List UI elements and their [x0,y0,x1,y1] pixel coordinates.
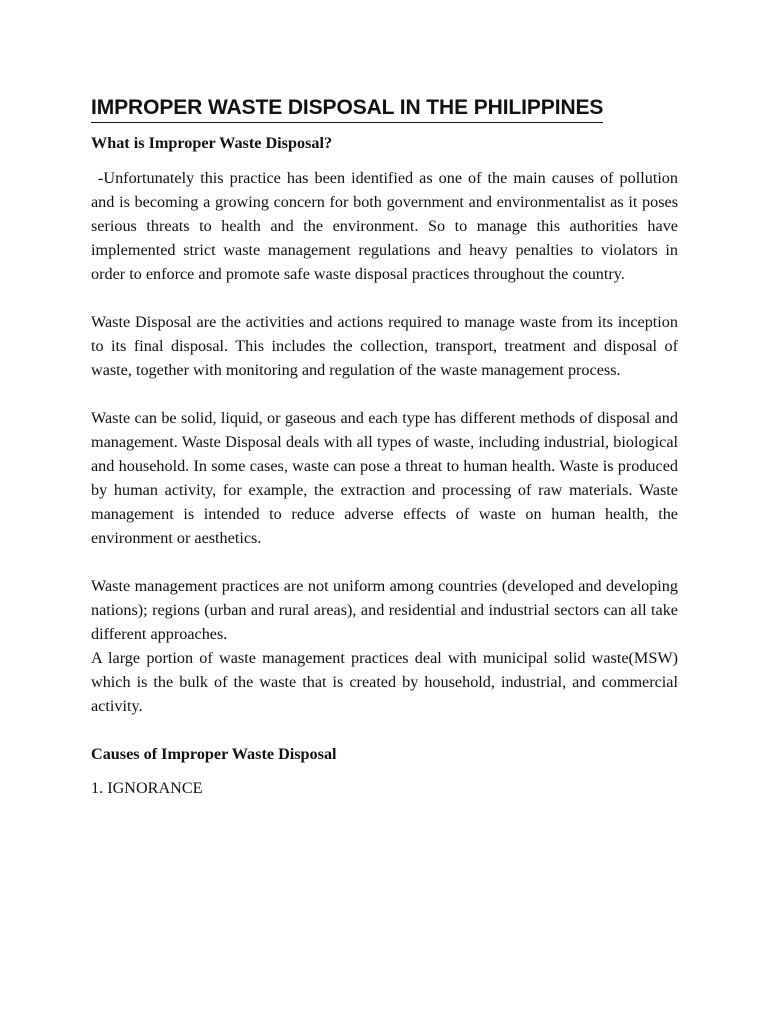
document-body [91,94,678,800]
paragraph-management-practices: Waste management practices are not uniform among countries (developed and developing nations); regions (urban and rural areas), and residential and industrial sectors can all take different approaches. [91,577,678,643]
paragraph-intro: -Unfortunately this practice has been identified as one of the main causes of pollution and is becoming a growing concern for both government and environmentalist as it poses serious threats to health and the environment. So to manage this authorities have implemented strict waste management regulations and heavy penalties to violators in order to enforce and promote safe waste disposal practices throughout the country. [91,169,678,283]
paragraph-waste-types: Waste can be solid, liquid, or gaseous and each type has different methods of disposal and management. Waste Disposal deals with all types of waste, including industrial, biological and household. In some cases, waste can pose a threat to human health. Waste is produced by human activity, for example, the extraction and processing of raw materials. Waste management is intended to reduce adverse effects of waste on human health, the environment or aesthetics. [91,409,678,547]
document-title: IMPROPER WASTE DISPOSAL IN THE PHILIPPINES [91,94,603,123]
section-heading-what-is: What is Improper Waste Disposal? [91,134,333,152]
paragraph-msw: A large portion of waste management practices deal with municipal solid waste(MSW) which is the bulk of the waste that is created by household, industrial, and commercial activity. [91,649,678,715]
section-heading-causes: Causes of Improper Waste Disposal [91,745,337,763]
list-item: 1. IGNORANCE [91,779,203,797]
paragraph-waste-disposal-definition: Waste Disposal are the activities and actions required to manage waste from its inception to its final disposal. This includes the collection, transport, treatment and disposal of waste, together with monitoring and regulation of the waste management process. [91,313,678,379]
